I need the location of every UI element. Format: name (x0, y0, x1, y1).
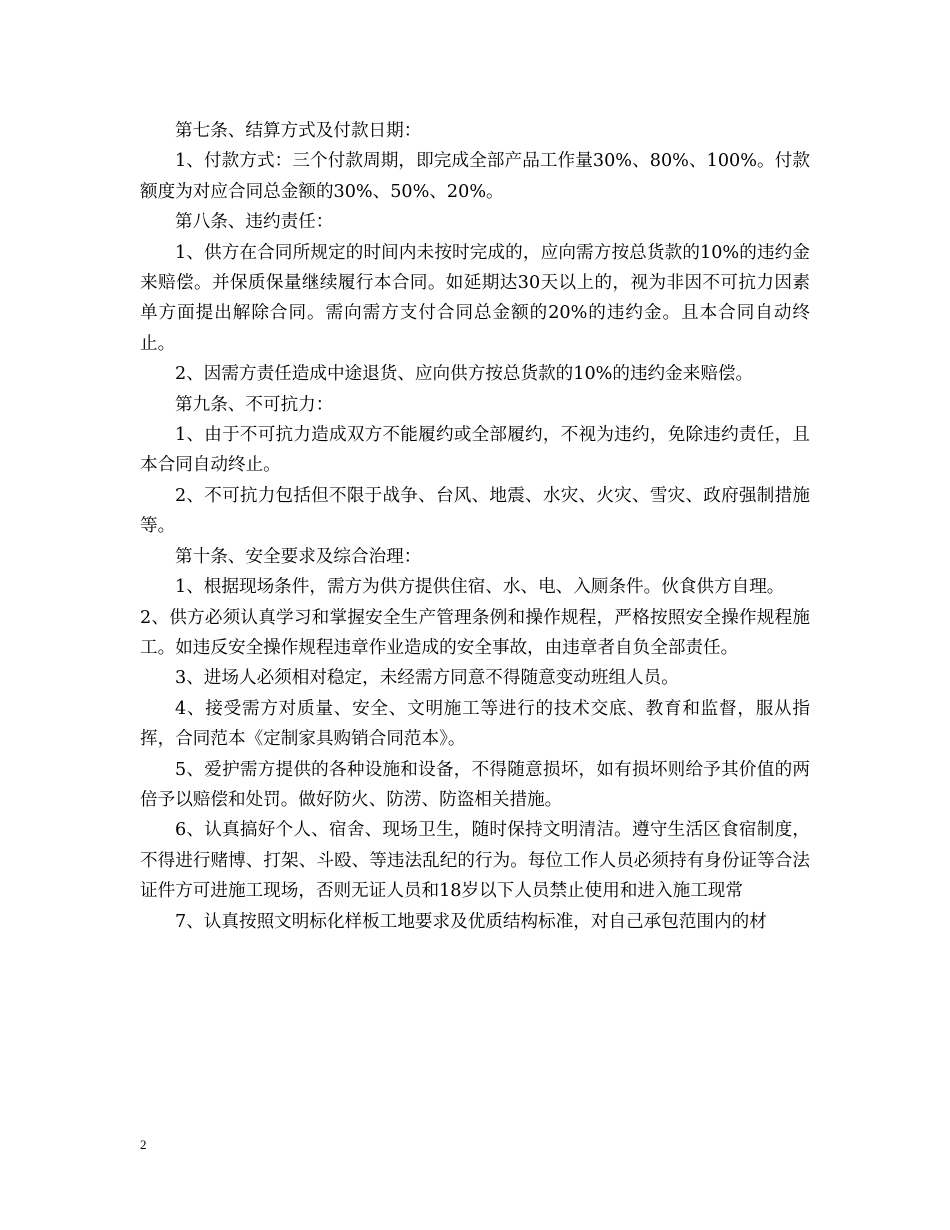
paragraph-article-8-heading: 第八条、违约责任： (175, 212, 334, 233)
paragraph-supplier-breach: 1、供方在合同所规定的时间内未按时完成的，应向需方按总货款的10%的违约金来赔偿。并保质保量继续履行本合同。如延期达30天以上的，视为非因不可抗力因素单方面提出解除合同。需向需方支付合同总金额的20%的违约金。且本合同自动终止。 (140, 242, 810, 354)
paragraph-payment-method: 1、付款方式：三个付款周期，即完成全部产品工作量30%、80%、100%。付款额度为对应合同总金额的30%、50%、20%。 (140, 151, 810, 202)
paragraph-article-9-heading: 第九条、不可抗力： (175, 394, 334, 415)
paragraph-article-7-heading: 第七条、结算方式及付款日期： (175, 121, 422, 141)
paragraph-force-majeure-1: 1、由于不可抗力造成双方不能履约或全部履约，不视为违约，免除违约责任，且本合同自动终止。 (140, 425, 810, 476)
paragraph-safety-2: 2、供方必须认真学习和掌握安全生产管理条例和操作规程，严格按照安全操作规程施工。如违反安全操作规程违章作业造成的安全事故，由违章者自负全部责任。 (140, 607, 810, 658)
paragraph-safety-5: 5、爱护需方提供的各种设施和设备，不得随意损坏，如有损坏则给予其价值的两倍予以赔偿和处罚。做好防火、防涝、防盗相关措施。 (140, 759, 810, 810)
document-body (140, 116, 810, 937)
paragraph-safety-6: 6、认真搞好个人、宿舍、现场卫生，随时保持文明清洁。遵守生活区食宿制度，不得进行赌博、打架、斗殴、等违法乱纪的行为。每位工作人员必须持有身份证等合法证件方可进施工现场，否则无证人员和18岁以下人员禁止使用和进入施工现常 (140, 820, 810, 902)
paragraph-safety-7: 7、认真按照文明标化样板工地要求及优质结构标准，对自己承包范围内的材 (175, 911, 767, 932)
paragraph-article-10-heading: 第十条、安全要求及综合治理： (175, 546, 422, 567)
paragraph-safety-4: 4、接受需方对质量、安全、文明施工等进行的技术交底、教育和监督，服从指挥，合同范本《定制家具购销合同范本》。 (140, 698, 810, 750)
paragraph-safety-3: 3、进场人必须相对稳定，未经需方同意不得随意变动班组人员。 (175, 668, 679, 689)
page-number: 2 (140, 1137, 147, 1152)
paragraph-force-majeure-2: 2、不可抗力包括但不限于战争、台风、地震、水灾、火灾、雪灾、政府强制措施等。 (140, 485, 810, 537)
paragraph-buyer-breach: 2、因需方责任造成中途退货、应向供方按总货款的10%的违约金来赔偿。 (175, 364, 754, 385)
paragraph-safety-1: 1、根据现场条件，需方为供方提供住宿、水、电、入厕条件。伙食供方自理。 (175, 577, 785, 598)
